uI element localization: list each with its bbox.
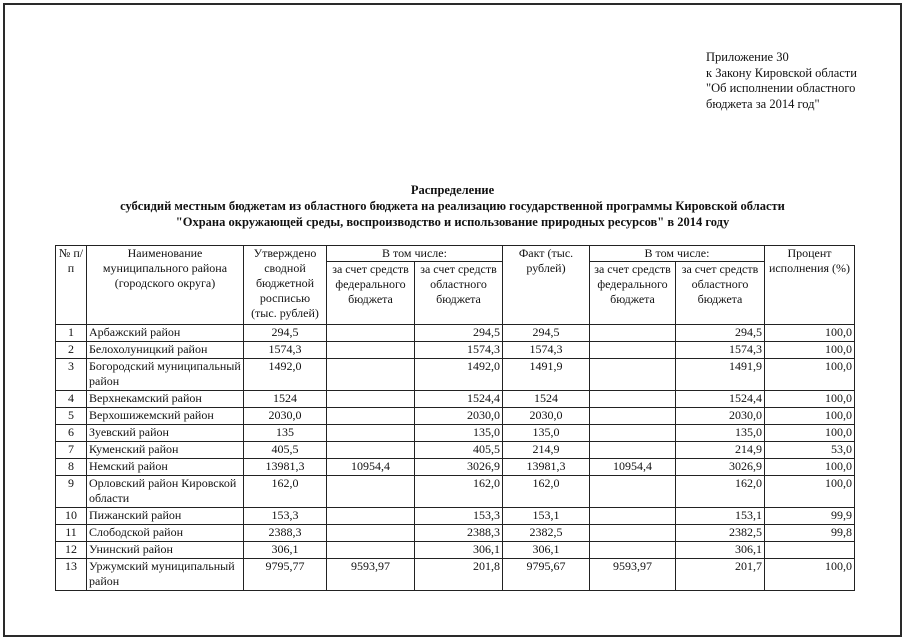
appendix-line: бюджета за 2014 год" xyxy=(706,96,820,111)
cell-name: Зуевский район xyxy=(87,425,244,442)
cell-federal-2: 9593,97 xyxy=(590,559,676,591)
cell-approved: 294,5 xyxy=(244,325,327,342)
cell-regional-1: 153,3 xyxy=(415,508,503,525)
header-percent: Процент исполнения (%) xyxy=(765,246,855,325)
cell-federal-1 xyxy=(327,391,415,408)
cell-fact: 9795,67 xyxy=(503,559,590,591)
cell-regional-1: 201,8 xyxy=(415,559,503,591)
cell-fact: 214,9 xyxy=(503,442,590,459)
cell-federal-1 xyxy=(327,342,415,359)
cell-regional-1: 2030,0 xyxy=(415,408,503,425)
cell-federal-2 xyxy=(590,408,676,425)
cell-regional-1: 306,1 xyxy=(415,542,503,559)
cell-percent: 100,0 xyxy=(765,325,855,342)
appendix-note xyxy=(706,50,857,112)
cell-federal-2 xyxy=(590,342,676,359)
title-line: Распределение xyxy=(410,183,495,197)
cell-name: Унинский район xyxy=(87,542,244,559)
cell-federal-2: 10954,4 xyxy=(590,459,676,476)
title-line: "Охрана окружающей среды, воспроизводство и использование природных ресурсов" в 2014 году xyxy=(175,215,730,229)
cell-name: Верхошижемский район xyxy=(87,408,244,425)
cell-federal-2 xyxy=(590,476,676,508)
cell-regional-1: 135,0 xyxy=(415,425,503,442)
cell-regional-1: 162,0 xyxy=(415,476,503,508)
document-title xyxy=(0,182,905,230)
cell-federal-1 xyxy=(327,476,415,508)
cell-fact: 2030,0 xyxy=(503,408,590,425)
table-row xyxy=(56,342,855,359)
cell-approved: 1492,0 xyxy=(244,359,327,391)
cell-num: 6 xyxy=(56,425,87,442)
title-line: субсидий местным бюджетам из областного бюджета на реализацию государственной программы Кировской области xyxy=(120,199,785,213)
cell-fact: 294,5 xyxy=(503,325,590,342)
cell-federal-1 xyxy=(327,542,415,559)
cell-percent: 100,0 xyxy=(765,391,855,408)
header-federal-1: за счет средств федерального бюджета xyxy=(327,262,415,325)
cell-federal-2 xyxy=(590,391,676,408)
appendix-line: к Закону Кировской области xyxy=(706,65,857,80)
cell-regional-2: 2382,5 xyxy=(676,525,765,542)
cell-num: 7 xyxy=(56,442,87,459)
cell-regional-2: 201,7 xyxy=(676,559,765,591)
cell-name: Куменский район xyxy=(87,442,244,459)
cell-regional-2: 294,5 xyxy=(676,325,765,342)
cell-regional-2: 1524,4 xyxy=(676,391,765,408)
cell-federal-2 xyxy=(590,325,676,342)
cell-num: 12 xyxy=(56,542,87,559)
table-row xyxy=(56,359,855,391)
cell-fact: 135,0 xyxy=(503,425,590,442)
cell-num: 11 xyxy=(56,525,87,542)
table-row xyxy=(56,391,855,408)
cell-fact: 1524 xyxy=(503,391,590,408)
cell-fact: 153,1 xyxy=(503,508,590,525)
cell-num: 8 xyxy=(56,459,87,476)
cell-percent: 99,8 xyxy=(765,525,855,542)
cell-approved: 13981,3 xyxy=(244,459,327,476)
cell-regional-1: 405,5 xyxy=(415,442,503,459)
cell-regional-1: 1524,4 xyxy=(415,391,503,408)
cell-approved: 9795,77 xyxy=(244,559,327,591)
cell-federal-1 xyxy=(327,425,415,442)
cell-approved: 2030,0 xyxy=(244,408,327,425)
cell-federal-2 xyxy=(590,359,676,391)
cell-federal-1: 9593,97 xyxy=(327,559,415,591)
cell-regional-2: 1574,3 xyxy=(676,342,765,359)
header-num: № п/п xyxy=(56,246,87,325)
cell-regional-1: 1574,3 xyxy=(415,342,503,359)
cell-approved: 1574,3 xyxy=(244,342,327,359)
cell-regional-1: 294,5 xyxy=(415,325,503,342)
header-regional-2: за счет средств областного бюджета xyxy=(676,262,765,325)
cell-approved: 153,3 xyxy=(244,508,327,525)
table-row xyxy=(56,525,855,542)
cell-regional-2: 3026,9 xyxy=(676,459,765,476)
header-including-2: В том числе: xyxy=(590,246,765,262)
cell-fact: 162,0 xyxy=(503,476,590,508)
cell-federal-2 xyxy=(590,425,676,442)
cell-name: Слободской район xyxy=(87,525,244,542)
cell-regional-2: 214,9 xyxy=(676,442,765,459)
cell-percent xyxy=(765,542,855,559)
header-federal-2: за счет средств федерального бюджета xyxy=(590,262,676,325)
cell-num: 4 xyxy=(56,391,87,408)
cell-regional-2: 162,0 xyxy=(676,476,765,508)
cell-percent: 99,9 xyxy=(765,508,855,525)
cell-num: 2 xyxy=(56,342,87,359)
table-row xyxy=(56,476,855,508)
cell-approved: 306,1 xyxy=(244,542,327,559)
header-including-1: В том числе: xyxy=(327,246,503,262)
cell-federal-1 xyxy=(327,525,415,542)
cell-percent: 100,0 xyxy=(765,342,855,359)
cell-federal-1 xyxy=(327,442,415,459)
cell-name: Немский район xyxy=(87,459,244,476)
appendix-line: Приложение 30 xyxy=(706,50,789,64)
header-regional-1: за счет средств областного бюджета xyxy=(415,262,503,325)
cell-name: Белохолуницкий район xyxy=(87,342,244,359)
table-row xyxy=(56,442,855,459)
cell-name: Орловский район Кировской области xyxy=(87,476,244,508)
cell-fact: 2382,5 xyxy=(503,525,590,542)
cell-approved: 135 xyxy=(244,425,327,442)
cell-regional-2: 153,1 xyxy=(676,508,765,525)
cell-fact: 306,1 xyxy=(503,542,590,559)
table-row xyxy=(56,559,855,591)
cell-percent: 53,0 xyxy=(765,442,855,459)
header-approved: Утверждено сводной бюджетной росписью (тыс. рублей) xyxy=(244,246,327,325)
cell-approved: 2388,3 xyxy=(244,525,327,542)
cell-percent: 100,0 xyxy=(765,359,855,391)
cell-approved: 162,0 xyxy=(244,476,327,508)
cell-percent: 100,0 xyxy=(765,425,855,442)
cell-percent: 100,0 xyxy=(765,559,855,591)
cell-regional-2: 306,1 xyxy=(676,542,765,559)
cell-approved: 405,5 xyxy=(244,442,327,459)
cell-regional-1: 1492,0 xyxy=(415,359,503,391)
cell-name: Уржумский муниципальный район xyxy=(87,559,244,591)
cell-federal-1 xyxy=(327,325,415,342)
table-row xyxy=(56,508,855,525)
cell-federal-1 xyxy=(327,359,415,391)
cell-federal-2 xyxy=(590,442,676,459)
table-row xyxy=(56,325,855,342)
cell-regional-2: 2030,0 xyxy=(676,408,765,425)
cell-regional-1: 3026,9 xyxy=(415,459,503,476)
cell-num: 1 xyxy=(56,325,87,342)
cell-num: 10 xyxy=(56,508,87,525)
cell-name: Богородский муниципальный район xyxy=(87,359,244,391)
table-row xyxy=(56,425,855,442)
cell-num: 13 xyxy=(56,559,87,591)
cell-fact: 1574,3 xyxy=(503,342,590,359)
cell-federal-1: 10954,4 xyxy=(327,459,415,476)
cell-federal-2 xyxy=(590,542,676,559)
cell-num: 3 xyxy=(56,359,87,391)
cell-num: 9 xyxy=(56,476,87,508)
cell-federal-2 xyxy=(590,525,676,542)
header-name: Наименование муниципального района (городского округа) xyxy=(87,246,244,325)
cell-regional-2: 135,0 xyxy=(676,425,765,442)
distribution-table xyxy=(55,245,855,591)
cell-approved: 1524 xyxy=(244,391,327,408)
cell-federal-1 xyxy=(327,508,415,525)
cell-fact: 1491,9 xyxy=(503,359,590,391)
cell-percent: 100,0 xyxy=(765,408,855,425)
table-row xyxy=(56,459,855,476)
cell-federal-2 xyxy=(590,508,676,525)
header-fact: Факт (тыс. рублей) xyxy=(503,246,590,325)
cell-federal-1 xyxy=(327,408,415,425)
table-row xyxy=(56,408,855,425)
cell-regional-2: 1491,9 xyxy=(676,359,765,391)
cell-name: Пижанский район xyxy=(87,508,244,525)
cell-name: Верхнекамский район xyxy=(87,391,244,408)
cell-percent: 100,0 xyxy=(765,459,855,476)
cell-name: Арбажский район xyxy=(87,325,244,342)
cell-fact: 13981,3 xyxy=(503,459,590,476)
cell-regional-1: 2388,3 xyxy=(415,525,503,542)
table-row xyxy=(56,542,855,559)
cell-percent: 100,0 xyxy=(765,476,855,508)
cell-num: 5 xyxy=(56,408,87,425)
appendix-line: "Об исполнении областного xyxy=(706,81,856,95)
